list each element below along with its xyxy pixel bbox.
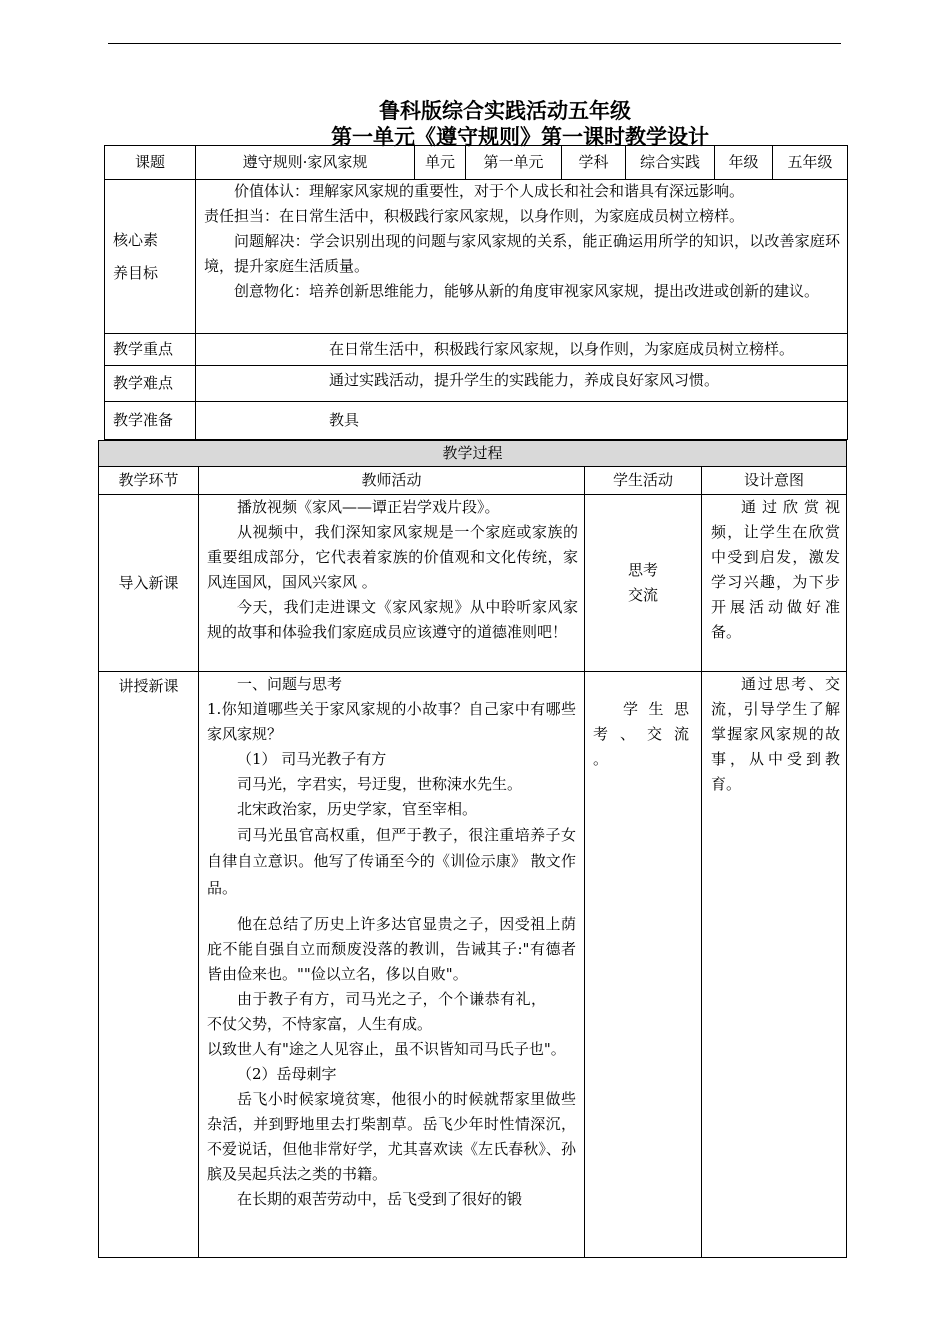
lesson-student [585,672,702,1258]
lesson-teacher-p10: （2）岳母刺字 [237,1065,337,1083]
intro-teacher-p1: 播放视频《家风——谭正岩学戏片段》。 [237,498,500,516]
topic-label: 课题 [105,146,196,180]
lesson-teacher-p6 [207,822,576,902]
lesson-student-text: 学生思考、交流 。 [593,700,695,768]
subject-label: 学科 [562,146,626,180]
core-label-line2: 养目标 [113,263,159,282]
header-stage: 教学环节 [99,467,199,495]
lesson-teacher-p9: 以致世人有"途之人见容止，虽不识皆知司马氏子也"。 [207,1040,566,1058]
core-goal-1-text: 价值体认：理解家风家规的重要性，对于个人成长和社会和谐具有深远影响。 [234,182,745,200]
grade-label: 年级 [715,146,773,180]
grade-value: 五年级 [773,146,848,180]
unit-label: 单元 [415,146,466,180]
key-point-label: 教学重点 [105,334,196,366]
doc-title-line2: 第一单元《遵守规则》第一课时教学设计 [331,125,709,149]
intro-teacher-p2: 从视频中，我们深知家风家规是一个家庭或家族的重要组成部分，它代表着家族的价值观和文化传统，家风连国风，国风兴家风 。 [207,523,578,591]
intro-stage: 导入新课 [99,495,199,672]
lesson-teacher-p2: 1.你知道哪些关于家风家规的小故事？自己家中有哪些家风家规？ [207,700,576,743]
unit-value: 第一单元 [466,146,562,180]
core-goal-3-text: 问题解决：学会识别出现的问题与家风家规的关系，能正确运用所学的知识，以改善家庭环境，提升家庭生活质量。 [204,232,840,275]
lesson-teacher-p6-tail: 散文作品。 [207,853,576,897]
intro-teacher [199,495,585,672]
difficulty-value: 通过实践活动，提升学生的实践能力，养成良好家风习惯。 [196,366,848,402]
intro-teacher-p3: 今天，我们走进课文《家风家规》从中聆听家风家规的故事和体验我们家庭成员应该遵守的道德准则吧！ [207,598,578,641]
header-rule [108,43,841,44]
prep-label: 教学准备 [105,402,196,440]
difficulty-label: 教学难点 [105,366,196,402]
process-table [98,440,847,1258]
header-student: 学生活动 [585,467,702,495]
lesson-teacher-p6-text: 司马光虽官高权重，但严于教子，很注重培养子女自律自立意识。他写了传诵至今的《训俭示康》 [207,826,576,870]
intro-intent-text: 通过欣赏视频，让学生在欣赏中受到启发，激发学习兴趣，为下步开展活动做好准备。 [711,498,841,641]
lesson-stage: 讲授新课 [99,672,199,1258]
intro-student [585,495,702,672]
topic-value: 遵守规则·家风家规 [196,146,415,180]
subject-value: 综合实践 [626,146,715,180]
lesson-teacher-p7: 他在总结了历史上许多达官显贵之子，因受祖上荫庇不能自强自立而颓废没落的教训，告诫其子:"有德者皆由俭来也。""俭以立名，侈以自败"。 [207,915,576,983]
lesson-intent-text: 通过思考、交流，引导学生了解掌握家风家规的故事，从中受到教育。 [711,675,841,793]
intro-student-1: 思考 [627,561,658,579]
intro-intent [702,495,847,672]
prep-value: 教具 [196,402,848,440]
lesson-teacher-p3: （1） 司马光教子有方 [237,750,387,768]
lesson-teacher-p11: 岳飞小时候家境贫寒，他很小的时候就帮家里做些杂活，并到野地里去打柴割草。岳飞少年时性情深沉，不爱说话，但他非常好学，尤其喜欢读《左氏春秋》、孙膑及吴起兵法之类的书籍。 [207,1090,576,1183]
lesson-teacher [199,672,585,1258]
lesson-teacher-p8: 由于教子有方，司马光之子，个个谦恭有礼，不仗父势，不恃家富，人生有成。 [207,990,546,1033]
header-intent: 设计意图 [702,467,847,495]
lesson-teacher-p1: 一、问题与思考 [237,675,343,693]
header-teacher: 教师活动 [199,467,585,495]
lesson-teacher-p4: 司马光，字君实，号迂叟，世称涑水先生。 [237,775,523,793]
core-goals-label [105,180,196,334]
core-goal-2-text: 责任担当：在日常生活中，积极践行家风家规，以身作则，为家庭成员树立榜样。 [204,207,745,225]
key-point-value: 在日常生活中，积极践行家风家规，以身作则，为家庭成员树立榜样。 [196,334,848,366]
lesson-intent [702,672,847,1258]
intro-student-2: 交流 [627,586,658,604]
core-label-line1: 核心素 [113,230,159,249]
lesson-teacher-p5: 北宋政治家，历史学家，官至宰相。 [237,800,478,818]
lesson-teacher-p12: 在长期的艰苦劳动中，岳飞受到了很好的锻 [237,1190,523,1208]
process-title: 教学过程 [99,441,847,467]
doc-title-line1: 鲁科版综合实践活动五年级 [379,99,631,123]
core-goals-text [204,179,840,304]
core-goal-4-text: 创意物化：培养创新思维能力，能够从新的角度审视家风家规，提出改进或创新的建议。 [234,282,820,300]
spacer [207,902,576,912]
